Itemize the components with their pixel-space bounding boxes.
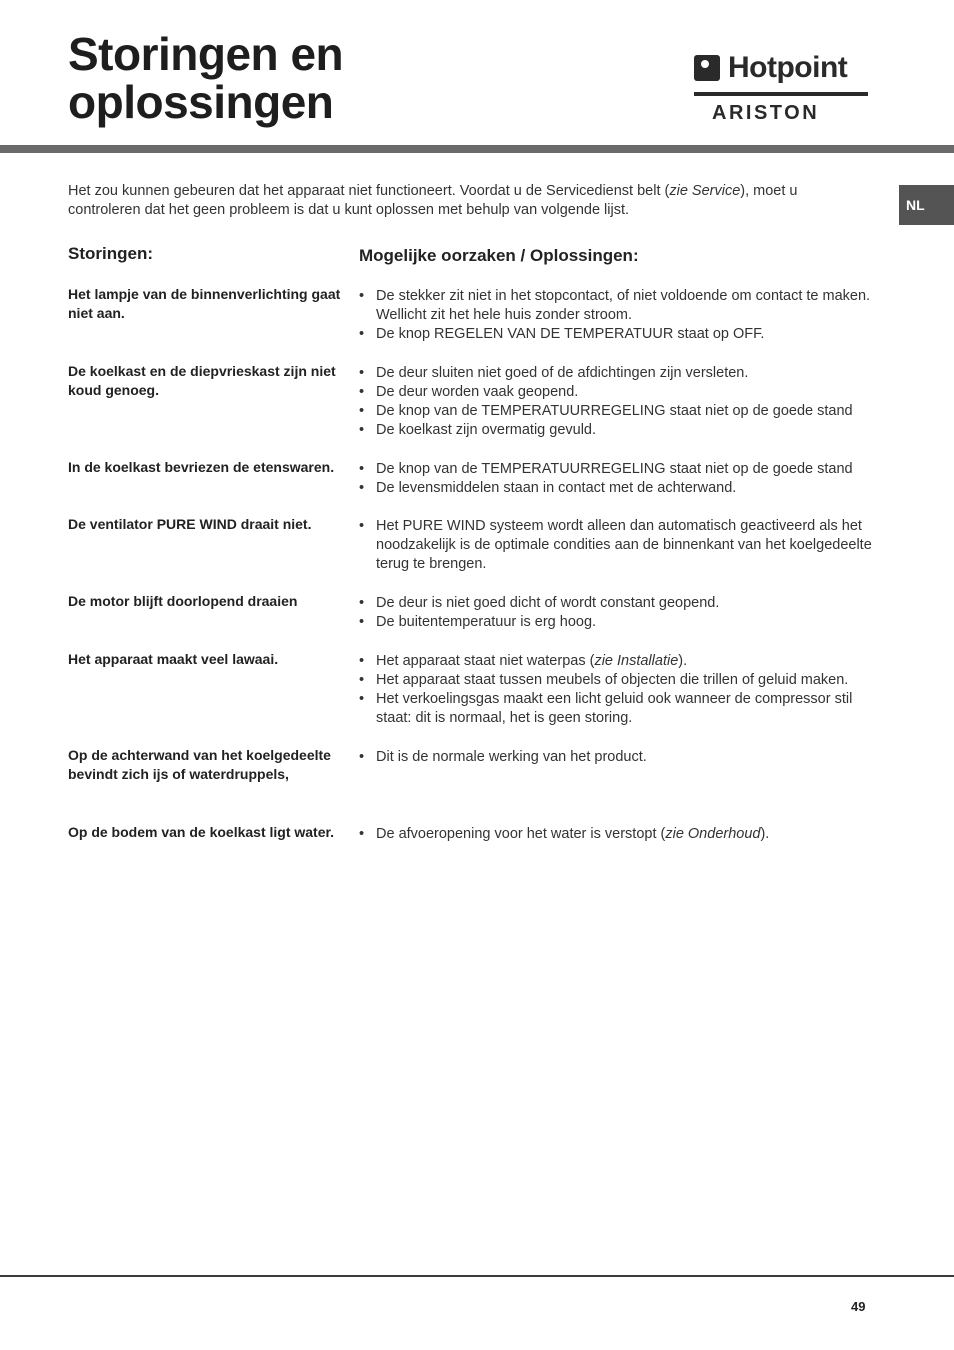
fault-description: Het apparaat maakt veel lawaai. <box>68 651 279 667</box>
list-item: • De buitentemperatuur is erg hoog. <box>359 613 889 632</box>
page-title-line-2: oplossingen <box>68 76 334 128</box>
brand-logo <box>694 52 868 124</box>
list-item: • De knop van de TEMPERATUURREGELING staat niet op de goede stand <box>359 460 889 479</box>
cause-list <box>359 825 889 844</box>
cause-list <box>359 287 889 344</box>
cause-list <box>359 652 889 728</box>
cause-list <box>359 364 889 440</box>
page-title <box>68 30 343 126</box>
list-item: • De deur sluiten niet goed of de afdichtingen zijn versleten. <box>359 364 889 383</box>
intro-paragraph <box>68 182 868 220</box>
logo-top <box>694 52 847 84</box>
fault-description: De motor blijft doorlopend draaien <box>68 593 298 609</box>
list-item: • De stekker zit niet in het stopcontact, of niet voldoende om contact te maken. Wellicht zit het hele huis zonder stroom. <box>359 287 889 325</box>
causes-column-heading: Mogelijke oorzaken / Oplossingen: <box>359 246 639 265</box>
footer-divider <box>0 1275 954 1277</box>
fault-description: Op de bodem van de koelkast ligt water. <box>68 824 335 840</box>
header-divider <box>0 145 954 153</box>
page-title-line-1: Storingen en <box>68 28 344 80</box>
list-item: • De deur is niet goed dicht of wordt constant geopend. <box>359 594 889 613</box>
list-item: • Het verkoelingsgas maakt een licht geluid ook wanneer de compressor stil staat: dit is normaal, het is geen storing. <box>359 690 889 728</box>
maintenance-ref: zie Onderhoud <box>665 826 761 842</box>
cause-list <box>359 460 889 498</box>
cause-list <box>359 594 889 632</box>
cause-list <box>359 517 889 574</box>
logo-divider <box>694 92 868 96</box>
list-item: • De afvoeropening voor het water is verstopt (zie Onderhoud). <box>359 825 889 844</box>
language-tab: NL <box>899 185 954 225</box>
list-item: • De knop van de TEMPERATUURREGELING staat niet op de goede stand <box>359 402 889 421</box>
list-item: • De koelkast zijn overmatig gevuld. <box>359 421 889 440</box>
list-item: • De deur worden vaak geopend. <box>359 383 889 402</box>
fault-description: De koelkast en de diepvrieskast zijn niet koud genoeg. <box>68 363 336 398</box>
installation-ref: zie Installatie <box>594 653 679 669</box>
fault-description: Op de achterwand van het koelgedeelte bevindt zich ijs of waterdruppels, <box>68 747 331 782</box>
page-number: 49 <box>851 1299 866 1314</box>
intro-service-ref: zie Service <box>669 183 741 199</box>
list-item: • Het PURE WIND systeem wordt alleen dan automatisch geactiveerd als het noodzakelijk is de optimale condities aan de binnenkant van het koelgedeelte terug te brengen. <box>359 517 889 574</box>
list-item: • Het apparaat staat niet waterpas (zie Installatie). <box>359 652 889 671</box>
faults-column-heading: Storingen: <box>68 244 153 263</box>
list-item: • De knop REGELEN VAN DE TEMPERATUUR staat op OFF. <box>359 325 889 344</box>
logo-brand-text: Hotpoint <box>728 51 848 84</box>
intro-text-after: ), moet u controleren dat het geen probleem is dat u kunt oplossen met behulp van volgende lijst. <box>68 183 798 218</box>
list-item: • Het apparaat staat tussen meubels of objecten die trillen of geluid maken. <box>359 671 889 690</box>
fault-description: Het lampje van de binnenverlichting gaat niet aan. <box>68 286 341 321</box>
logo-mark-icon <box>694 55 720 81</box>
logo-sub-text: ARISTON <box>712 102 820 124</box>
fault-description: In de koelkast bevriezen de etenswaren. <box>68 459 335 475</box>
list-item: • Dit is de normale werking van het product. <box>359 748 889 767</box>
fault-description: De ventilator PURE WIND draait niet. <box>68 516 312 532</box>
cause-list <box>359 748 889 767</box>
list-item: • De levensmiddelen staan in contact met de achterwand. <box>359 479 889 498</box>
intro-text-before: Het zou kunnen gebeuren dat het apparaat niet functioneert. Voordat u de Servicedienst belt ( <box>68 183 670 199</box>
